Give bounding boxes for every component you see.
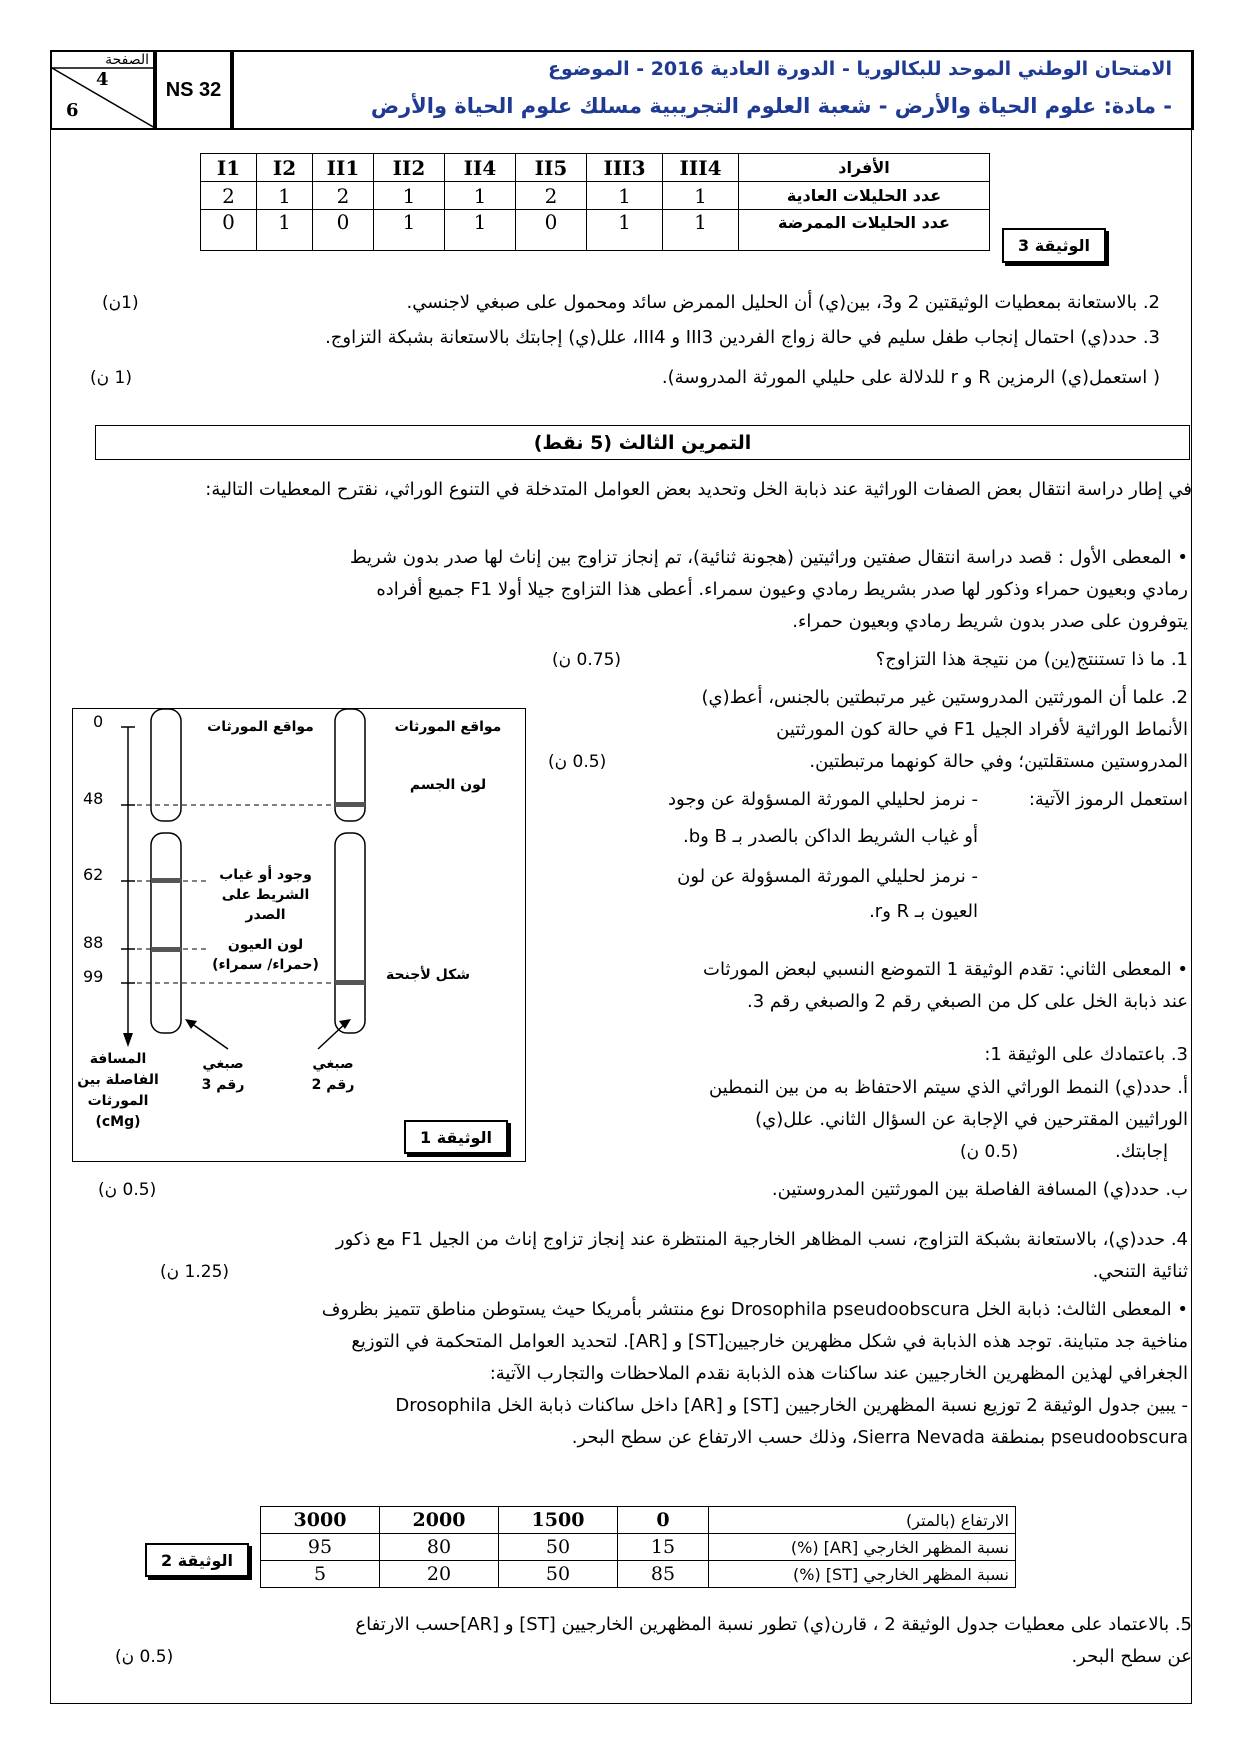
table-cell: 2 (516, 182, 587, 210)
data2-line1: • المعطى الثاني: تقدم الوثيقة 1 التموضع النسبي لبعض المورثات (703, 959, 1188, 980)
doc3-col-6: III3 (587, 154, 663, 182)
tick-0: 0 (93, 712, 104, 731)
table-cell: 1 (445, 182, 516, 210)
altitude-0: 0 (618, 1507, 709, 1534)
q1-score: (0.75 ن) (552, 650, 622, 670)
q1-text: 1. ما ذا تستنتج(ين) من نتيجة هذا التزاوج؟ (875, 649, 1188, 670)
table-cell: 50 (499, 1534, 618, 1561)
q-prev-2-score: (1ن) (102, 293, 139, 313)
tick-48: 48 (83, 789, 104, 808)
q5-score: (0.5 ن) (115, 1647, 174, 1667)
gene-body-color: لون الجسم (409, 777, 487, 793)
tick-88: 88 (83, 933, 104, 952)
symbols-title: استعمل الرموز الآتية: (1028, 789, 1188, 810)
table-cell: 1 (374, 182, 445, 210)
q3a-line3: إجابتك. (1115, 1141, 1168, 1162)
table-cell: 1 (663, 210, 739, 251)
q3a-line2: الوراثيين المقترحين في الإجابة عن السؤال الثاني. علل(ي) (755, 1109, 1188, 1130)
table-cell: 1 (663, 182, 739, 210)
q3b-score: (0.5 ن) (98, 1180, 157, 1200)
symbols-line2: أو غياب الشريط الداكن بالصدر بـ B وb. (682, 826, 978, 847)
symbols-line4: العيون بـ R وr. (869, 901, 978, 922)
altitude-1500: 1500 (499, 1507, 618, 1534)
q-prev-2: 2. بالاستعانة بمعطيات الوثيقتين 2 و3، بين(ي) أن الحليل الممرض سائد ومحمول على صبغي لاجنسي. (406, 292, 1160, 313)
table-row (261, 1561, 1016, 1588)
chromosome-3-arm-upper (151, 709, 181, 821)
axis-arrow-icon (123, 1033, 133, 1047)
arrow-icon (185, 1019, 197, 1029)
tick-99: 99 (83, 967, 104, 986)
q-prev-3: 3. حدد(ي) احتمال إنجاب طفل سليم في حالة زواج الفردين III3 و III4، علل(ي) إجابتك بالاستعانة بشبكة التزاوج. (325, 327, 1160, 348)
doc3-col-1: I2 (257, 154, 313, 182)
table-row (201, 210, 990, 251)
data3-line4: - يبين جدول الوثيقة 2 توزيع نسبة المظهرين الخارجيين [ST] و [AR] داخل ساكنات ذبابة الخل Drosophila (395, 1395, 1188, 1416)
page-number-box (50, 50, 157, 130)
table-cell: 1 (257, 182, 313, 210)
doc3-label: الوثيقة 3 (1002, 228, 1106, 263)
data1-line1: • المعطى الأول : قصد دراسة انتقال صفتين وراثيتين (هجونة ثنائية)، تم إنجاز تزاوج بين إناث لها صدر بدون شريط (349, 547, 1188, 568)
q5-line2: عن سطح البحر. (1071, 1646, 1192, 1667)
table-cell: 5 (261, 1561, 380, 1588)
chromosome-3-arm-lower (151, 833, 181, 1033)
doc3-col-4: II4 (445, 154, 516, 182)
doc2-table (260, 1506, 1016, 1588)
doc3-table (200, 153, 990, 251)
symbols-line1: - نرمز لحليلي المورثة المسؤولة عن وجود (668, 789, 978, 810)
doc3-col-7: III4 (663, 154, 739, 182)
gene-wing-shape: شكل لأجنحة (385, 967, 471, 983)
page-label: الصفحة (105, 52, 149, 68)
doc1-diagram (72, 708, 526, 1162)
doc3-row-header: الأفراد (739, 154, 990, 182)
chromosome-2-arm-lower (335, 833, 365, 1033)
data1-line3: يتوفرون على صدر بدون شريط رمادي وبعيون حمراء. (792, 611, 1188, 632)
q2-score: (0.5 ن) (548, 752, 607, 772)
exam-code: NS 32 (153, 50, 234, 130)
table-cell: 2 (201, 182, 257, 210)
table-cell: 95 (261, 1534, 380, 1561)
doc2-label: الوثيقة 2 (145, 1543, 249, 1577)
exercise-title: التمرين الثالث (5 نقط) (95, 425, 1190, 460)
q3a-line1: أ. حدد(ي) النمط الوراثي الذي سيتم الاحتفاظ به من بين النمطين (709, 1077, 1188, 1098)
table-cell: 0 (201, 210, 257, 251)
table-row (261, 1534, 1016, 1561)
exam-title-line2: - مادة: علوم الحياة والأرض - شعبة العلوم التجريبية مسلك علوم الحياة والأرض (370, 94, 1172, 118)
doc1-label: الوثيقة 1 (404, 1120, 508, 1154)
exam-title-line1: الامتحان الوطني الموحد للبكالوريا - الدورة العادية 2016 - الموضوع (548, 58, 1172, 80)
band-marker (335, 802, 365, 807)
exercise-intro: في إطار دراسة انتقال بعض الصفات الوراثية عند ذبابة الخل وتحديد بعض العوامل المتدخلة في التنوع الوراثي، نقترح المعطيات التالية: (205, 479, 1192, 500)
page-current: 4 (96, 69, 109, 90)
loci-title-chrom3: مواقع المورثات (207, 719, 314, 735)
exam-title-box (230, 50, 1194, 130)
q-prev-3-note: ( استعمل(ي) الرمزين R و r للدلالة على حليلي المورثة المدروسة). (661, 367, 1160, 388)
table-row (201, 182, 990, 210)
table-cell: 80 (380, 1534, 499, 1561)
table-cell: 20 (380, 1561, 499, 1588)
table-cell: 1 (445, 210, 516, 251)
q4-line2: ثنائية التنحي. (1092, 1261, 1188, 1282)
table-cell: 15 (618, 1534, 709, 1561)
doc2-row-header: الارتفاع (بالمتر) (709, 1507, 1016, 1534)
data1-line2: رمادي وبعيون حمراء وذكور لها صدر بشريط رمادي وعيون سمراء. أعطى هذا التزاوج جيلا أولا F1 جميع أفراده (376, 579, 1188, 600)
q3a-score: (0.5 ن) (960, 1142, 1019, 1162)
q4-score: (1.25 ن) (160, 1262, 230, 1282)
doc3-col-2: II1 (313, 154, 374, 182)
q3b-text: ب. حدد(ي) المسافة الفاصلة بين المورثتين المدروستين. (771, 1179, 1188, 1200)
q2-line3: المدروستين مستقلتين؛ وفي حالة كونهما مرتبطتين. (809, 751, 1188, 772)
altitude-3000: 3000 (261, 1507, 380, 1534)
page-total: 6 (66, 100, 79, 121)
row-label: نسبة المظهر الخارجي [ST] (%) (709, 1561, 1016, 1588)
gene-thorax-band: وجود أو غياب الشريط على الصدر (219, 867, 312, 923)
doc3-col-3: II2 (374, 154, 445, 182)
table-cell: 2 (313, 182, 374, 210)
data3-line3: الجغرافي لهذين المظهرين الخارجيين عند ساكنات هذه الذبابة نقدم الملاحظات والتجارب الآتية: (489, 1363, 1188, 1384)
axis-label: المسافة الفاصلة بين المورثات (cMg) (77, 1051, 159, 1130)
band-marker (335, 980, 365, 985)
data3-line2: مناخية جد متباينة. توجد هذه الذبابة في شكل مظهرين خارجيين[ST] و [AR]. لتحديد العوامل المتحكمة في التوزيع (351, 1331, 1188, 1352)
row-label: عدد الحليلات العادية (739, 182, 990, 210)
chromosome-2-label: صبغي رقم 2 (311, 1056, 355, 1093)
q2-line1: 2. علما أن المورثتين المدروستين غير مرتبطتين بالجنس، أعط(ي) (701, 687, 1188, 708)
table-cell: 1 (257, 210, 313, 251)
table-cell: 1 (587, 210, 663, 251)
data3-line1: • المعطى الثالث: ذبابة الخل Drosophila pseudoobscura نوع منتشر بأمريكا حيث يستوطن مناطق تتميز بظروف (321, 1299, 1188, 1320)
altitude-2000: 2000 (380, 1507, 499, 1534)
band-marker (151, 878, 181, 883)
doc3-col-5: II5 (516, 154, 587, 182)
q2-line2: الأنماط الوراثية لأفراد الجيل F1 في حالة كون المورثتين (776, 719, 1188, 740)
tick-62: 62 (83, 865, 104, 884)
data3-line5: pseudoobscura بمنطقة Sierra Nevada، وذلك حسب الارتفاع عن سطح البحر. (571, 1427, 1188, 1448)
table-cell: 1 (374, 210, 445, 251)
table-cell: 50 (499, 1561, 618, 1588)
q5-line1: 5. بالاعتماد على معطيات جدول الوثيقة 2 ، قارن(ي) تطور نسبة المظهرين الخارجيين [ST] و [AR]حسب الارتفاع (355, 1614, 1192, 1635)
row-label: نسبة المظهر الخارجي [AR] (%) (709, 1534, 1016, 1561)
chromosome-3-label: صبغي رقم 3 (201, 1056, 245, 1093)
row-label: عدد الحليلات الممرضة (739, 210, 990, 251)
loci-title-chrom2: مواقع المورثات (394, 719, 502, 735)
table-cell: 85 (618, 1561, 709, 1588)
table-cell: 0 (313, 210, 374, 251)
table-cell: 1 (587, 182, 663, 210)
q3-title: 3. باعتمادك على الوثيقة 1: (984, 1044, 1188, 1065)
symbols-line3: - نرمز لحليلي المورثة المسؤولة عن لون (677, 866, 978, 887)
band-marker (151, 947, 181, 952)
q-prev-3-score: (1 ن) (90, 368, 132, 388)
data2-line2: عند ذبابة الخل على كل من الصبغي رقم 2 والصبغي رقم 3. (746, 991, 1188, 1012)
table-cell: 0 (516, 210, 587, 251)
gene-eye-color: لون العيون (حمراء/ سمراء) (212, 937, 319, 973)
doc3-col-0: I1 (201, 154, 257, 182)
q4-line1: 4. حدد(ي)، بالاستعانة بشبكة التزاوج، نسب المظاهر الخارجية المنتظرة عند إنجاز تزاوج إناث من الجيل F1 مع ذكور (335, 1229, 1188, 1250)
